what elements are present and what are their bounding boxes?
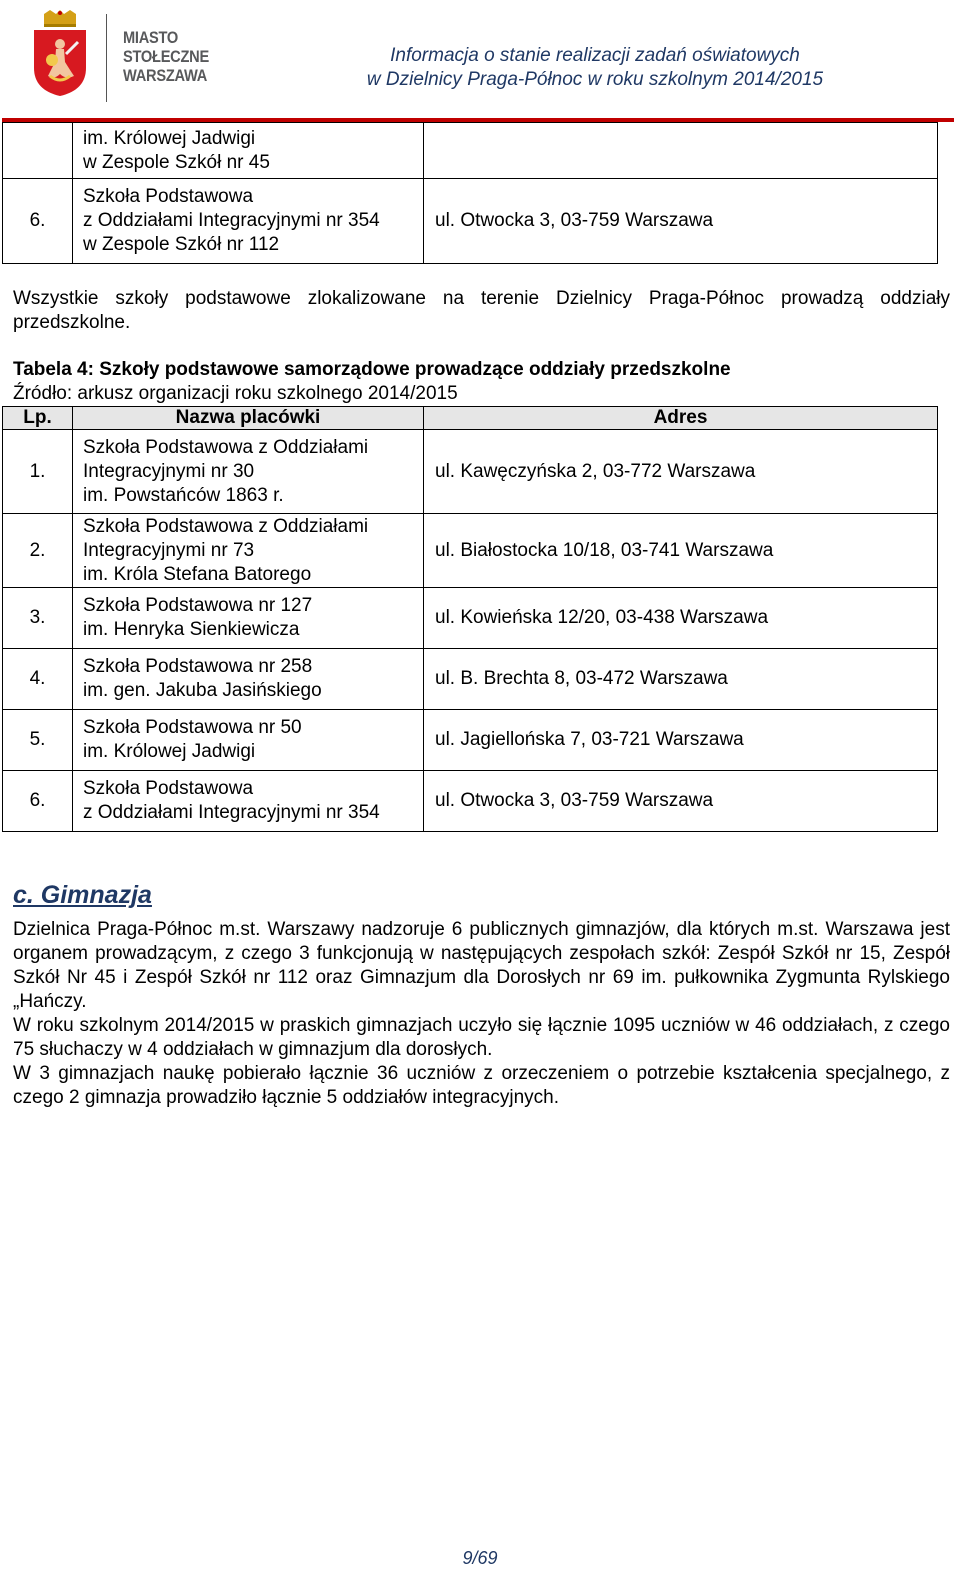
header-lp: Lp.: [3, 407, 73, 430]
name-line: im. Powstańców 1863 r.: [83, 484, 284, 506]
row-lp: 4.: [3, 649, 73, 710]
row-name: [73, 588, 424, 649]
name-line: Integracyjnymi nr 73: [83, 539, 255, 561]
header-title-line2: w Dzielnicy Praga-Północ w roku szkolnym 2014/2015: [366, 69, 824, 90]
table-header-row: [3, 407, 938, 430]
name-line: Szkoła Podstawowa z Oddziałami: [83, 515, 369, 537]
name-line: Szkoła Podstawowa: [83, 778, 254, 799]
continued-table: [2, 122, 938, 264]
name-line: im. Króla Stefana Batorego: [83, 563, 312, 585]
table-row: [3, 771, 938, 832]
name-line: Integracyjnymi nr 30: [83, 460, 255, 482]
logo-line: STOŁECZNE: [123, 47, 209, 66]
table-row: [3, 588, 938, 649]
table-row: [3, 649, 938, 710]
page-header: [0, 0, 960, 122]
logo-separator: [106, 14, 107, 102]
row-address: ul. Białostocka 10/18, 03-741 Warszawa: [424, 514, 938, 588]
page-number: 9/69: [462, 1548, 498, 1568]
warsaw-coat-of-arms-icon: [30, 10, 90, 104]
row-lp: [3, 123, 73, 179]
logo-text: [123, 28, 209, 85]
row-address: ul. Jagiellońska 7, 03-721 Warszawa: [424, 710, 938, 771]
row-name: [73, 710, 424, 771]
row-lp: 6.: [3, 179, 73, 264]
name-line: Szkoła Podstawowa z Oddziałami: [83, 436, 369, 458]
row-lp: 6.: [3, 771, 73, 832]
row-name: [73, 430, 424, 514]
row-address: ul. B. Brechta 8, 03-472 Warszawa: [424, 649, 938, 710]
section-heading-gimnazja: c. Gimnazja: [13, 881, 152, 909]
name-line: w Zespole Szkół nr 112: [83, 234, 280, 255]
name-line: w Zespole Szkół nr 45: [83, 151, 270, 173]
row-lp: 2.: [3, 514, 73, 588]
gimnazja-paragraph-1: Dzielnica Praga-Północ m.st. Warszawy nadzoruje 6 publicznych gimnazjów, dla których m.st. Warszawa jest organem prowadzącym, z czego 3 funkcjonują w następujących zespołach szkół: Zespół Szkół nr 15, Zespół Szkół Nr 45 i Zespół Szkół nr 112 oraz Gimnazjum dla Dorosłych nr 69 im. pułkownika Zygmunta Rylskiego „Hańczy.: [13, 919, 950, 1012]
logo-line: WARSZAWA: [123, 66, 208, 85]
row-lp: 1.: [3, 430, 73, 514]
header-name: Nazwa placówki: [73, 407, 424, 430]
row-address: [424, 123, 938, 179]
row-lp: 3.: [3, 588, 73, 649]
name-line: Szkoła Podstawowa nr 258: [83, 656, 313, 677]
header-address: Adres: [424, 407, 938, 430]
name-line: Szkoła Podstawowa: [83, 186, 254, 207]
table4-caption: Tabela 4: Szkoły podstawowe samorządowe prowadzące oddziały przedszkolne: [13, 359, 731, 380]
row-address: ul. Otwocka 3, 03-759 Warszawa: [424, 179, 938, 264]
name-line: z Oddziałami Integracyjnymi nr 354: [83, 210, 380, 231]
paragraph-preschool: Wszystkie szkoły podstawowe zlokalizowane na terenie Dzielnicy Praga-Północ prowadzą oddziały przedszkolne.: [13, 288, 950, 333]
gimnazja-paragraph-2: W roku szkolnym 2014/2015 w praskich gimnazjach uczyło się łącznie 1095 uczniów w 46 oddziałach, z czego 75 słuchaczy w 4 oddziałach w gimnazjum dla dorosłych.: [13, 1015, 950, 1060]
name-line: Szkoła Podstawowa nr 50: [83, 717, 302, 738]
name-line: z Oddziałami Integracyjnymi nr 354: [83, 802, 380, 823]
table-row: [3, 710, 938, 771]
table-row: [3, 514, 938, 588]
row-address: ul. Otwocka 3, 03-759 Warszawa: [424, 771, 938, 832]
row-name: [73, 179, 424, 264]
name-line: im. Henryka Sienkiewicza: [83, 619, 300, 640]
row-address: ul. Kowieńska 12/20, 03-438 Warszawa: [424, 588, 938, 649]
table-row: [3, 430, 938, 514]
row-lp: 5.: [3, 710, 73, 771]
row-name: [73, 123, 424, 179]
table-row: [3, 179, 938, 264]
row-address: ul. Kawęczyńska 2, 03-772 Warszawa: [424, 430, 938, 514]
row-name: [73, 514, 424, 588]
name-line: Szkoła Podstawowa nr 127: [83, 595, 313, 616]
row-name: [73, 771, 424, 832]
table4-source: Źródło: arkusz organizacji roku szkolnego 2014/2015: [13, 383, 458, 404]
table4: [2, 406, 938, 832]
row-name: [73, 649, 424, 710]
header-title: [300, 44, 890, 92]
header-title-line1: Informacja o stanie realizacji zadań oświatowych: [390, 45, 800, 66]
name-line: im. Królowej Jadwigi: [83, 127, 256, 149]
gimnazja-paragraph-3: W 3 gimnazjach naukę pobierało łącznie 36 uczniów z orzeczeniem o potrzebie kształcenia specjalnego, z czego 2 gimnazja prowadziło łącznie 5 oddziałów integracyjnych.: [13, 1063, 950, 1108]
name-line: im. Królowej Jadwigi: [83, 741, 256, 762]
name-line: im. gen. Jakuba Jasińskiego: [83, 680, 322, 701]
table-row: [3, 123, 938, 179]
logo-line: MIASTO: [123, 28, 179, 47]
